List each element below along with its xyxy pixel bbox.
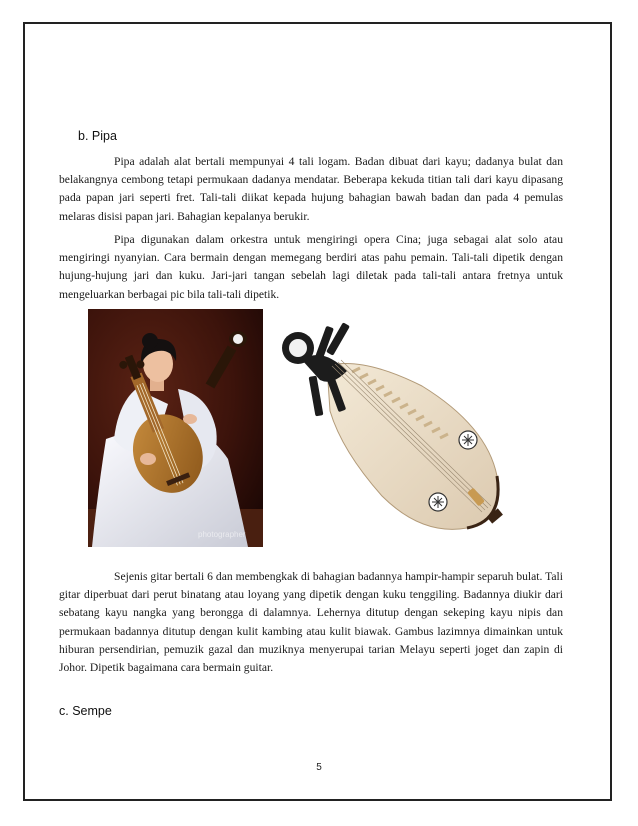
pipa-instrument-image	[272, 316, 522, 548]
section-c-heading: c. Sempe	[59, 704, 112, 718]
page-number: 5	[316, 762, 322, 773]
pipa-usage-paragraph: Pipa digunakan dalam orkestra untuk mengiringi opera Cina; juga sebagai alat solo atau mengiringi nyanyian. Cara bermain dengan memegang berdiri atas pahu pemain. Tali-tali dipetik dengan hujung-hujung jari dan kuku. Jari-jari tangan sebelah lagi diletak pada tali-tali antara fretnya untuk mengeluarkan berbagai pic bila tali-tali dipetik.	[59, 233, 563, 301]
section-b-heading: b. Pipa	[78, 129, 117, 143]
guitar-description-paragraph: Sejenis gitar bertali 6 dan membengkak di bahagian badannya hampir-hampir separuh bulat. Tali gitar diperbuat dari perut binatang atau loyang yang dipetik dengan kuku tenggiling. Badannya diukir dari sebatang kayu nangka yang berongga di dalamnya. Lehernya ditutup dengan sekeping kayu nipis dan permukaan badannya ditutup dengan kulit kambing atau kulit biawak. Gambus lazimnya dimainkan untuk hiburan persendirian, pemuzik gazal dan muziknya menyerupai tarian Melayu seperti joget dan zapin di Johor. Dipetik bagaimana cara bermain guitar.	[59, 570, 563, 675]
pipa-player-photo	[88, 309, 263, 547]
pipa-description-paragraph: Pipa adalah alat bertali mempunyai 4 tali logam. Badan dibuat dari kayu; dadanya bulat dan belakangnya cembong tetapi permukaan dadanya mendatar. Beberapa kekuda titian tali dari kayu dipasang pada papan jari seperti fret. Tali-tali diikat kepada hujung bahagian bawah badan dan pada 4 pemulas melaras disisi papan jari. Bahagian kepalanya berukir.	[59, 155, 563, 223]
svg-text:photographer: photographer	[198, 530, 246, 539]
